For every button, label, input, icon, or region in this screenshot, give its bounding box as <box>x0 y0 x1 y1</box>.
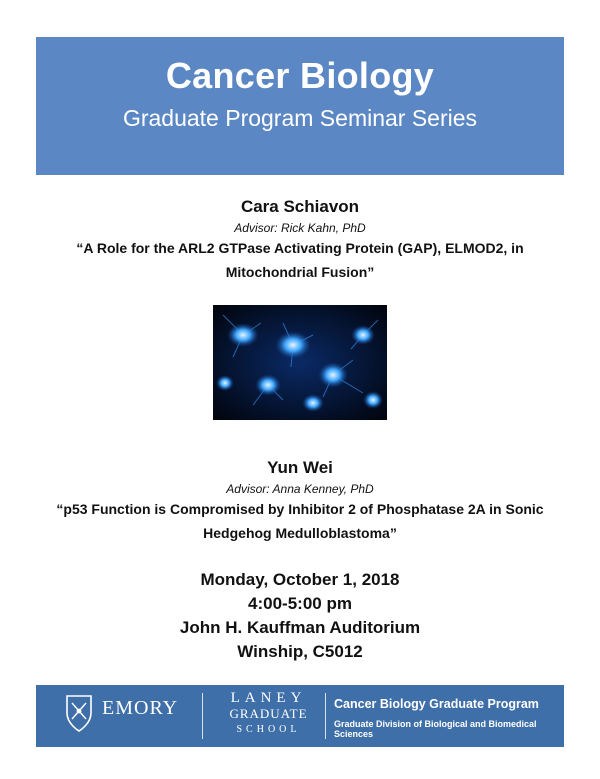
program-name: Cancer Biology Graduate Program <box>334 697 539 711</box>
laney-line: GRADUATE <box>229 706 308 721</box>
event-details <box>0 568 600 664</box>
talk-2 <box>0 458 600 544</box>
page-title: Cancer Biology <box>165 55 435 96</box>
talk-title-line: Hedgehog Medulloblastoma” <box>203 525 397 541</box>
laney-line: SCHOOL <box>236 724 301 735</box>
page-subtitle: Graduate Program Seminar Series <box>122 105 478 131</box>
talk-title-line: Mitochondrial Fusion” <box>225 264 375 280</box>
seminar-header-banner <box>36 37 564 175</box>
talk-title-line: “A Role for the ARL2 GTPase Activating Protein (GAP), ELMOD2, in <box>76 240 524 256</box>
laney-line: LANEY <box>230 690 307 706</box>
event-room: Winship, C5012 <box>237 642 363 661</box>
divider <box>202 693 203 739</box>
divider <box>325 693 326 739</box>
laney-graduate-school-logo <box>216 690 321 738</box>
event-venue: John H. Kauffman Auditorium <box>179 618 421 637</box>
advisor-name: Advisor: Rick Kahn, PhD <box>234 221 366 235</box>
footer-banner <box>36 685 564 747</box>
cancer-cells-image <box>213 305 387 420</box>
speaker-name: Cara Schiavon <box>240 197 360 216</box>
division-name: Graduate Division of Biological and Biomedical Sciences <box>334 719 537 739</box>
talk-title-line: “p53 Function is Compromised by Inhibitor 2 of Phosphatase 2A in Sonic <box>56 501 544 517</box>
advisor-name: Advisor: Anna Kenney, PhD <box>226 482 374 496</box>
event-time: 4:00-5:00 pm <box>248 594 352 613</box>
talk-1 <box>0 197 600 283</box>
emory-shield-icon <box>64 693 94 740</box>
event-date: Monday, October 1, 2018 <box>200 570 400 589</box>
emory-wordmark: EMORY <box>102 697 179 719</box>
speaker-name: Yun Wei <box>267 458 333 477</box>
